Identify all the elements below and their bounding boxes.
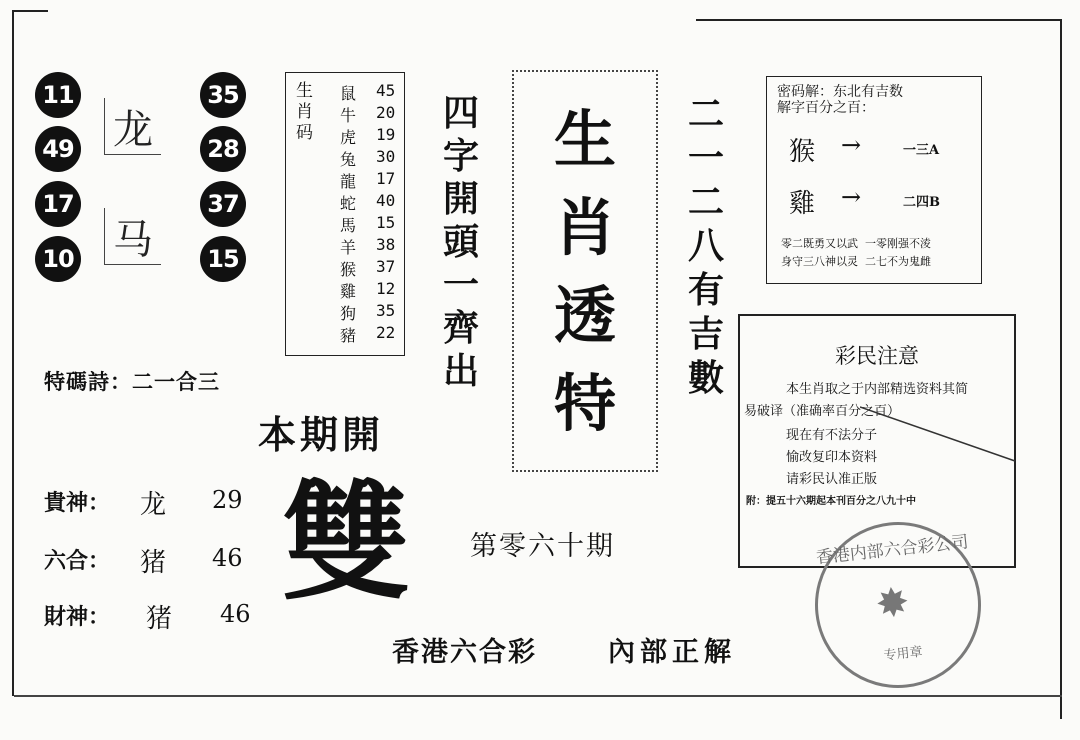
info-number: 46 <box>212 544 243 572</box>
main-title-box <box>512 70 658 472</box>
info-animal: 猪 <box>140 548 167 578</box>
cipher-poem: 零二既勇又以武 一零刚强不淩 <box>781 237 931 250</box>
number-ball: 37 <box>200 181 246 227</box>
number-ball: 28 <box>200 126 246 172</box>
zodiac-number: 15 <box>376 213 396 232</box>
info-label: 財神： <box>44 604 111 630</box>
zodiac-code-table <box>285 72 405 356</box>
info-label: 貴神： <box>44 490 111 516</box>
footer-left-text: 香港六合彩 <box>392 637 537 668</box>
number-ball: 35 <box>200 72 246 118</box>
zodiac-row <box>340 103 400 126</box>
main-title <box>514 96 656 448</box>
zodiac-name: 牛 <box>340 106 357 125</box>
notice-line: 本生肖取之于内部精选资料其简 <box>786 382 969 397</box>
frame-bottom-line <box>14 695 1062 697</box>
zodiac-number: 45 <box>376 81 396 100</box>
zodiac-name: 雞 <box>340 282 357 301</box>
stamp-center-text: 专用章 <box>882 644 924 664</box>
issue-number: 第零六十期 <box>470 531 615 562</box>
zodiac-row <box>340 169 400 192</box>
this-issue-label: 本期開 <box>258 412 385 457</box>
cipher-animal: 雞 <box>789 189 816 219</box>
stamp-ring-text: 香港内部六合彩公司 <box>815 532 970 569</box>
info-animal: 龙 <box>140 490 167 520</box>
cipher-box <box>766 76 982 284</box>
frame-right-line <box>1060 19 1062 719</box>
info-animal: 猪 <box>146 604 173 634</box>
zodiac-number: 12 <box>376 279 396 298</box>
zodiac-row <box>340 279 400 302</box>
info-number: 29 <box>212 486 243 514</box>
vertical-char: 有 <box>687 269 724 311</box>
cipher-line-1: 密码解：东北有吉数 <box>777 84 903 100</box>
vertical-char: 二 <box>687 181 724 223</box>
vertical-char: 一 <box>442 264 479 306</box>
zodiac-number: 20 <box>376 103 396 122</box>
vertical-char: 開 <box>442 178 479 220</box>
title-char: 肖 <box>553 191 616 264</box>
zodiac-box-dragon: 龙 <box>104 98 161 155</box>
cipher-animal: 猴 <box>789 137 816 167</box>
zodiac-row <box>340 301 400 324</box>
zodiac-name: 蛇 <box>340 194 357 213</box>
zodiac-row <box>340 147 400 170</box>
zodiac-number: 35 <box>376 301 396 320</box>
zodiac-name: 龍 <box>340 172 357 191</box>
cipher-code: 二四B <box>903 195 940 210</box>
info-label: 六合： <box>44 548 111 574</box>
zodiac-name: 鼠 <box>340 84 357 103</box>
cipher-line-2: 解字百分之百： <box>777 100 875 116</box>
notice-line: 愉改复印本资料 <box>786 450 878 465</box>
number-ball: 17 <box>35 181 81 227</box>
zodiac-name: 豬 <box>340 326 357 345</box>
zodiac-table-title: 生肖码 <box>296 81 313 143</box>
frame-top-right-line <box>696 19 1062 21</box>
cipher-code: 一三A <box>903 143 940 158</box>
arrow-icon: → <box>841 183 862 211</box>
zodiac-name: 狗 <box>340 304 357 323</box>
zodiac-name: 猴 <box>340 260 357 279</box>
vertical-char: 一 <box>687 137 724 179</box>
vertical-char: 頭 <box>442 221 479 263</box>
big-character: 雙 <box>282 468 411 618</box>
zodiac-number: 37 <box>376 257 396 276</box>
zodiac-row <box>340 323 400 346</box>
info-number: 46 <box>220 600 251 628</box>
vertical-char: 數 <box>687 357 724 399</box>
zodiac-name: 馬 <box>340 216 357 235</box>
zodiac-number: 38 <box>376 235 396 254</box>
number-ball: 49 <box>35 126 81 172</box>
notice-line: 请彩民认准正版 <box>786 472 878 487</box>
vertical-char: 字 <box>442 135 479 177</box>
cipher-poem: 身守三八神以灵 二七不为鬼雌 <box>781 255 931 268</box>
title-char: 特 <box>553 367 616 440</box>
zodiac-row <box>340 235 400 258</box>
title-char: 生 <box>553 103 616 176</box>
zodiac-number: 17 <box>376 169 396 188</box>
notice-footer: 附：提五十六期起本刊百分之八九十中 <box>746 496 916 507</box>
zodiac-name: 虎 <box>340 128 357 147</box>
official-stamp <box>807 514 989 696</box>
zodiac-name: 兔 <box>340 150 357 169</box>
number-ball: 11 <box>35 72 81 118</box>
zodiac-number: 40 <box>376 191 396 210</box>
zodiac-number: 30 <box>376 147 396 166</box>
vertical-char: 二 <box>687 93 724 135</box>
pen-stroke-line <box>860 405 1020 465</box>
number-ball: 15 <box>200 236 246 282</box>
vertical-char: 八 <box>687 225 724 267</box>
footer-right-text: 內部正解 <box>608 637 736 668</box>
vertical-char: 出 <box>442 350 479 392</box>
title-char: 透 <box>553 279 616 352</box>
zodiac-number: 19 <box>376 125 396 144</box>
vertical-char: 吉 <box>687 313 724 355</box>
zodiac-row <box>340 213 400 236</box>
vertical-char: 齊 <box>442 307 479 349</box>
number-ball: 10 <box>35 236 81 282</box>
vertical-slogan-left <box>437 92 485 393</box>
zodiac-number: 22 <box>376 323 396 342</box>
notice-line: 易破译（准确率百分之百） <box>744 404 901 419</box>
frame-top-left-line <box>12 10 48 12</box>
notice-line: 现在有不法分子 <box>786 428 878 443</box>
zodiac-name: 羊 <box>340 238 357 257</box>
notice-title: 彩民注意 <box>835 344 919 368</box>
star-icon: ✸ <box>873 578 912 629</box>
zodiac-row <box>340 257 400 280</box>
vertical-char: 四 <box>442 92 479 134</box>
zodiac-row <box>340 125 400 148</box>
zodiac-row <box>340 81 400 104</box>
vertical-slogan-right <box>682 92 730 400</box>
special-code-poem: 特碼詩：二一合三 <box>44 369 220 394</box>
zodiac-box-horse: 马 <box>104 208 161 265</box>
zodiac-row <box>340 191 400 214</box>
arrow-icon: → <box>841 131 862 159</box>
frame-left-line <box>12 10 14 696</box>
